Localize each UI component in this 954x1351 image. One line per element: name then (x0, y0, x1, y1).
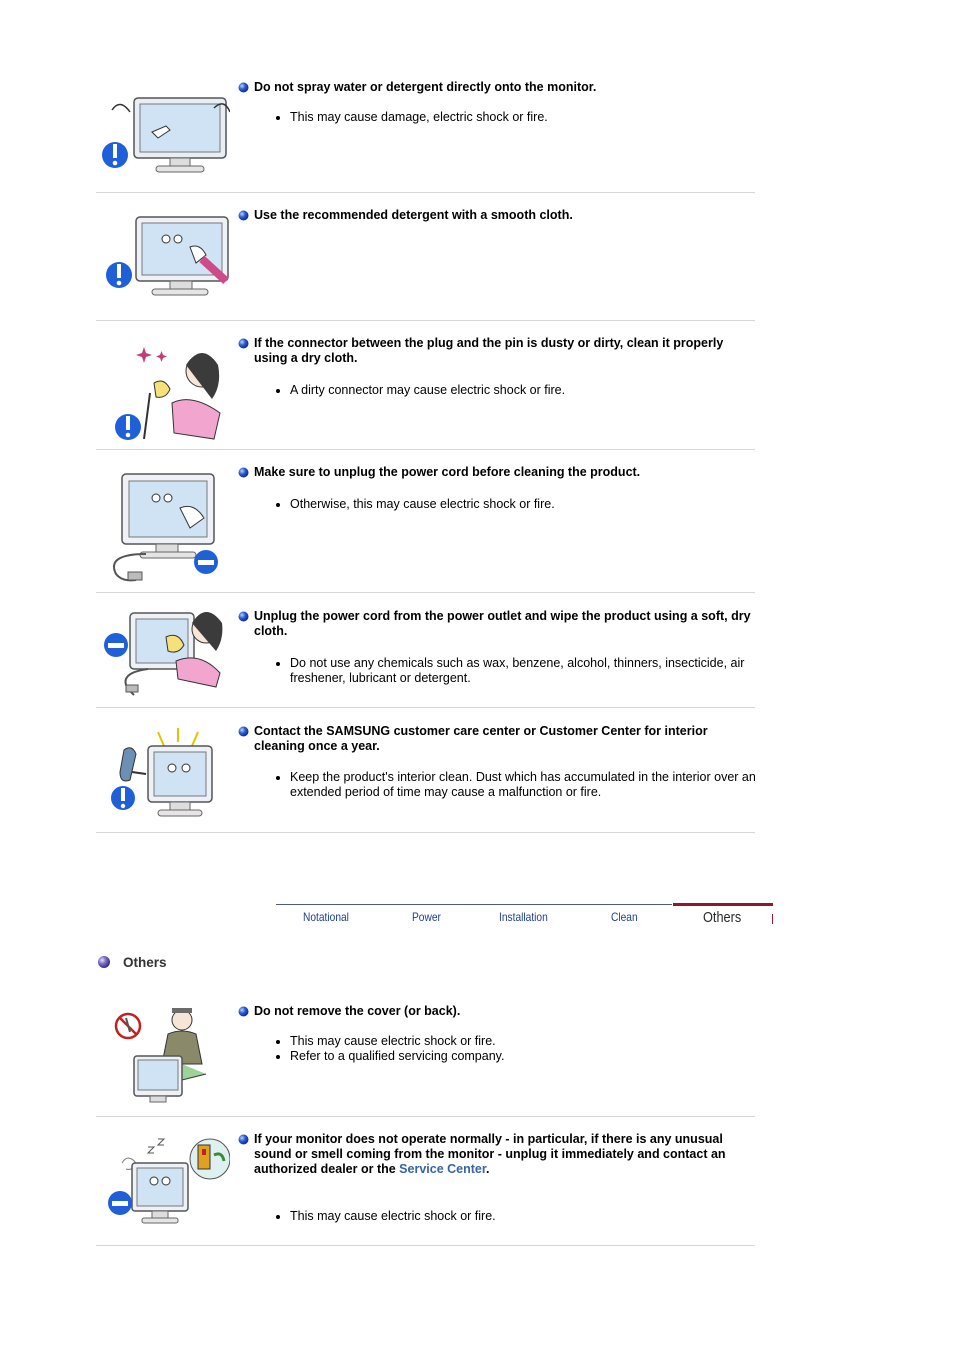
caution-row (96, 72, 755, 193)
row-heading-text: Unplug the power cord from the power outlet and wipe the product using a soft, dry cloth. (254, 609, 751, 638)
row-heading-text: Make sure to unplug the power cord before cleaning the product. (254, 465, 641, 479)
tab-clean[interactable]: Clean (611, 910, 638, 924)
row-heading-text: Use the recommended detergent with a smooth cloth. (254, 208, 573, 222)
abnormal-operation-illustration (102, 1133, 230, 1233)
row-heading-end: . (486, 1162, 490, 1176)
caution-row (96, 1117, 755, 1246)
list-item: Otherwise, this may cause electric shock or fire. (290, 497, 756, 512)
list-item: This may cause damage, electric shock or fire. (290, 110, 756, 125)
row-heading-text: Do not spray water or detergent directly onto the monitor. (254, 80, 597, 94)
row-items (238, 656, 756, 686)
tab-end-marker (772, 914, 773, 924)
caution-row (96, 193, 755, 321)
row-heading-text: If the connector between the plug and the pin is dusty or dirty, clean it properly using a dry cloth. (254, 336, 724, 365)
row-heading-text: If your monitor does not operate normally - in particular, if there is any unusual sound or smell coming from the monitor - unplug it immediately and contact an authorized dealer or the (254, 1132, 726, 1176)
row-heading (238, 1004, 756, 1019)
wipe-dry-cloth-illustration (102, 603, 230, 703)
bullet-icon (238, 1006, 249, 1017)
list-item: This may cause electric shock or fire. (290, 1209, 756, 1224)
row-heading (238, 1132, 756, 1177)
section-tab-bar (276, 903, 773, 931)
caution-row (96, 996, 755, 1117)
section-bullet-icon (97, 955, 111, 969)
row-heading (238, 724, 756, 754)
do-not-remove-cover-illustration (102, 1004, 230, 1104)
bullet-icon (238, 338, 249, 349)
bullet-icon (238, 726, 249, 737)
bullet-icon (238, 210, 249, 221)
caution-row (96, 708, 755, 833)
bullet-icon (238, 611, 249, 622)
active-tab-indicator (673, 903, 773, 906)
bullet-icon (238, 82, 249, 93)
caution-row (96, 321, 755, 450)
row-items (238, 770, 756, 800)
tab-others[interactable]: Others (703, 909, 742, 926)
row-heading-text: Do not remove the cover (or back). (254, 1004, 461, 1018)
tab-notational[interactable]: Notational (303, 910, 349, 924)
row-heading-text: Contact the SAMSUNG customer care center or Customer Center for interior cleaning once a year. (254, 724, 708, 753)
bullet-icon (238, 1134, 249, 1145)
plug-cleaning-illustration (102, 343, 230, 443)
tab-bar-line (276, 904, 672, 905)
customer-care-illustration (102, 728, 230, 828)
list-item: Do not use any chemicals such as wax, benzene, alcohol, thinners, insecticide, air freshener, lubricant or detergent. (290, 656, 756, 686)
service-center-link[interactable]: Service Center (399, 1162, 487, 1176)
row-items (238, 1209, 756, 1224)
row-heading (238, 208, 756, 223)
tab-installation[interactable]: Installation (499, 910, 548, 924)
row-heading (238, 465, 756, 480)
unplug-before-cleaning-illustration (102, 464, 230, 592)
list-item: Keep the product's interior clean. Dust which has accumulated in the interior over an extended period of time may cause a malfunction or fire. (290, 770, 756, 799)
caution-row (96, 450, 755, 593)
monitor-spray-illustration (102, 80, 230, 180)
list-item: Refer to a qualified servicing company. (290, 1049, 756, 1064)
row-items (238, 110, 756, 125)
tab-power[interactable]: Power (412, 910, 441, 924)
list-item: A dirty connector may cause electric shock or fire. (290, 383, 756, 398)
row-items (238, 1034, 756, 1064)
list-item: This may cause electric shock or fire. (290, 1034, 756, 1049)
row-heading (238, 336, 756, 366)
row-items (238, 383, 756, 398)
row-heading (238, 609, 756, 639)
caution-row (96, 593, 755, 708)
section-title: Others (123, 955, 167, 970)
row-items (238, 497, 756, 512)
monitor-cloth-illustration (102, 207, 230, 307)
row-heading (238, 80, 756, 95)
bullet-icon (238, 467, 249, 478)
